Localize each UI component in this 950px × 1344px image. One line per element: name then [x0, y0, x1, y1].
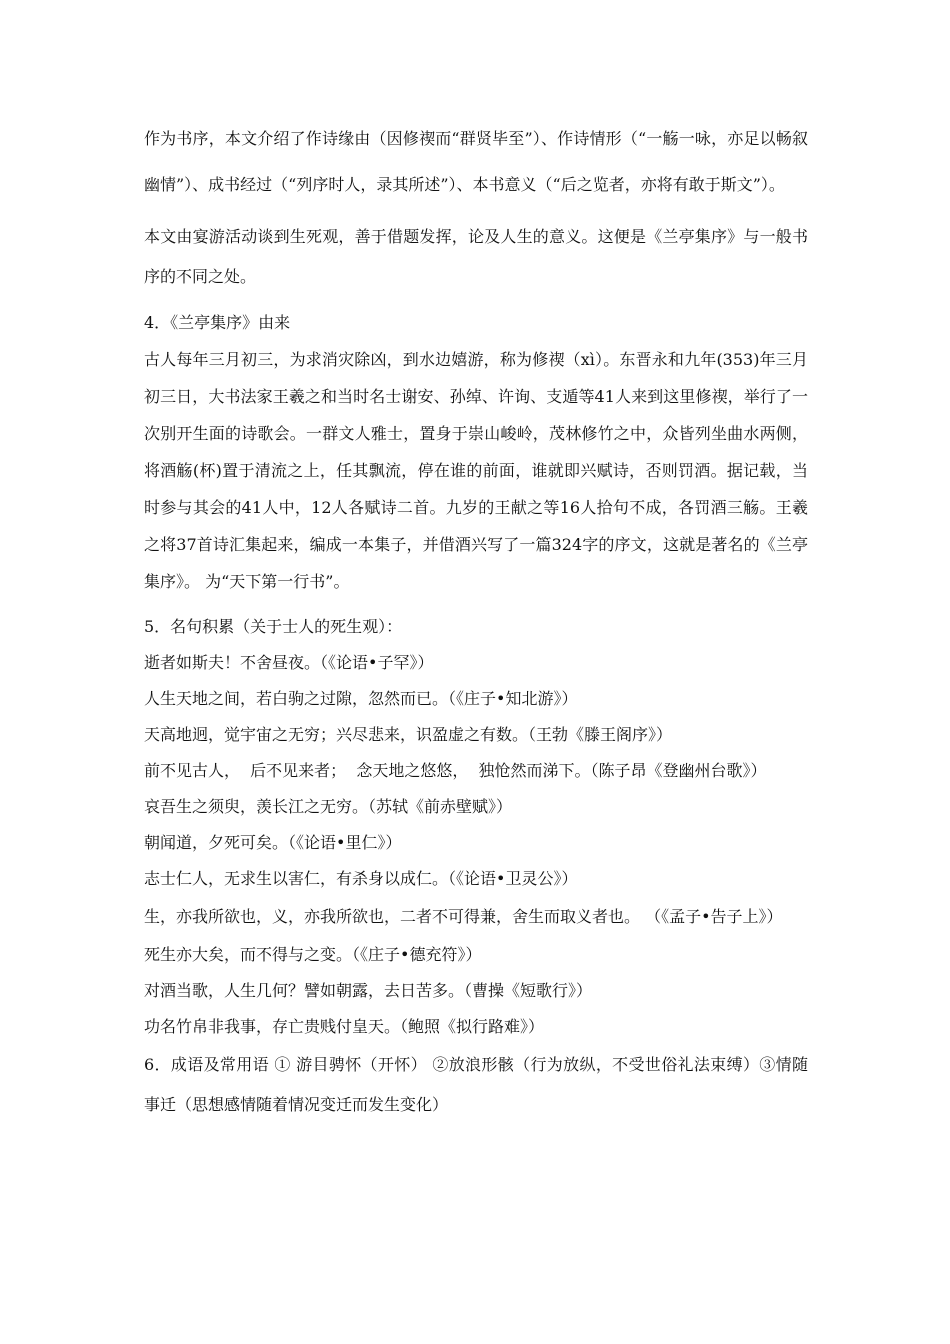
document-page — [144, 116, 808, 1133]
paragraph-book-preface: 作为书序，本文介绍了作诗缘由（因修禊而“群贤毕至”）、作诗情形（“一觞一咏，亦足以畅叙幽情”）、成书经过（“列序时人，录其所述”）、本书意义（“后之览者，亦将有敢于斯文”）。 — [144, 129, 808, 194]
quote-line: 前不见古人， 后不见来者； 念天地之悠悠， 独怆然而涕下。（陈子昂《登幽州台歌》） — [144, 760, 767, 780]
quote-line: 人生天地之间，若白驹之过隙，忽然而已。（《庄子•知北游》） — [144, 688, 578, 708]
section-heading-5: 5．名句积累（关于士人的死生观）： — [144, 616, 403, 636]
paragraph-lanting-origin: 古人每年三月初三，为求消灾除凶，到水边嬉游，称为修禊（xì）。东晋永和九年(353)年三月初三日，大书法家王羲之和当时名士谢安、孙绰、许询、支遁等41人来到这里修禊，举行了一次别开生面的诗歌会。一群文人雅士，置身于崇山峻岭，茂林修竹之中，众皆列坐曲水两侧，将酒觞(杯)置于清流之上，任其飘流，停在谁的前面，谁就即兴赋诗，否则罚酒。据记载，当时参与其会的41人中，12人各赋诗二首。九岁的王献之等16人拾句不成，各罚酒三觞。王羲之将37首诗汇集起来，编成一本集子，并借酒兴写了一篇324字的序文，这就是著名的《兰亭集序》。 为“天下第一行书”。 — [144, 350, 808, 591]
quote-line: 对酒当歌，人生几何？譬如朝露，去日苦多。（曹操《短歌行》） — [144, 980, 593, 1000]
section-idioms: 6．成语及常用语 ① 游目骋怀（开怀） ②放浪形骸（行为放纵，不受世俗礼法束缚）③情随事迁（思想感情随着情况变迁而发生变化） — [144, 1054, 808, 1114]
quote-line: 天高地迥，觉宇宙之无穷；兴尽悲来，识盈虚之有数。（王勃《滕王阁序》） — [144, 724, 673, 744]
paragraph-life-death-view: 本文由宴游活动谈到生死观，善于借题发挥，论及人生的意义。这便是《兰亭集序》与一般书序的不同之处。 — [144, 226, 808, 286]
quote-line: 朝闻道，夕死可矣。（《论语•里仁》） — [144, 832, 402, 852]
quote-line: 死生亦大矣，而不得与之变。（《庄子•德充符》） — [144, 944, 482, 964]
quote-line: 逝者如斯夫！不舍昼夜。（《论语•子罕》） — [144, 652, 434, 672]
quote-line: 哀吾生之须臾，羡长江之无穷。（苏轼《前赤壁赋》） — [144, 796, 513, 816]
quote-line: 志士仁人，无求生以害仁，有杀身以成仁。（《论语•卫灵公》） — [144, 868, 578, 888]
section-heading-4: 4．《兰亭集序》由来 — [144, 313, 291, 332]
quote-line: 功名竹帛非我事，存亡贵贱付皇天。（鲍照《拟行路难》） — [144, 1016, 545, 1036]
quote-mencius: 生，亦我所欲也，义，亦我所欲也，二者不可得兼，舍生而取义者也。 （《孟子•告子上》） — [144, 906, 783, 926]
